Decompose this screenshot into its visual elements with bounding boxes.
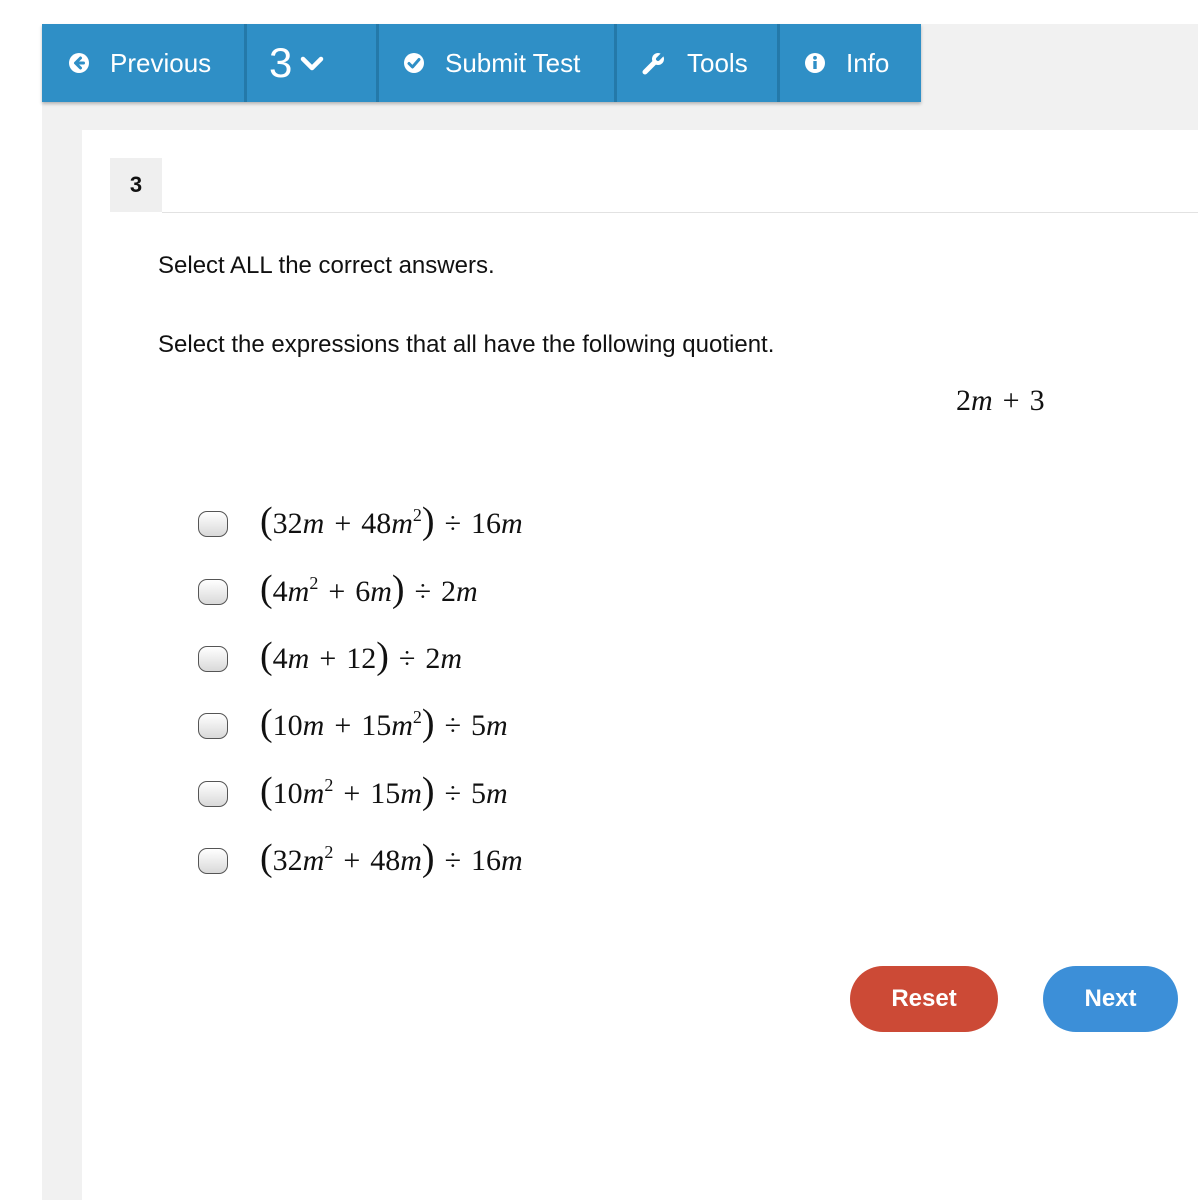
previous-button[interactable] [42, 24, 247, 102]
wrench-icon [641, 50, 667, 76]
info-circle-icon [804, 52, 826, 74]
submit-test-button[interactable] [379, 24, 617, 102]
answer-choice[interactable] [198, 770, 508, 814]
checkbox[interactable] [198, 781, 228, 807]
choice-expression: $(10m + 15m^2) \div 5m$ [260, 702, 508, 744]
answer-choice[interactable] [198, 837, 523, 881]
target-quotient: 2m + 3 [956, 384, 1045, 417]
previous-label: Previous [110, 47, 212, 78]
choice-expression: $(32m + 48m^2) \div 16m$ [260, 500, 523, 542]
checkbox[interactable] [198, 646, 228, 672]
checkbox[interactable] [198, 511, 228, 537]
choice-expression: $(32m^2 + 48m) \div 16m$ [260, 837, 523, 879]
answer-choice[interactable] [198, 568, 478, 612]
answer-choice[interactable] [198, 500, 523, 544]
answer-choice[interactable] [198, 702, 508, 746]
choice-expression: $(10m^2 + 15m) \div 5m$ [260, 770, 508, 812]
header-divider [162, 212, 1198, 213]
info-button[interactable] [780, 24, 921, 102]
answer-choice[interactable] [198, 635, 463, 679]
checkbox[interactable] [198, 848, 228, 874]
checkbox[interactable] [198, 713, 228, 739]
info-label: Info [846, 47, 890, 78]
next-button[interactable]: Next [1043, 966, 1178, 1032]
chevron-down-icon [300, 54, 324, 72]
question-select-number: 3 [269, 39, 293, 86]
tools-label: Tools [687, 47, 748, 78]
question-number-badge: 3 [110, 158, 162, 212]
reset-button[interactable]: Reset [850, 966, 998, 1032]
left-gutter [42, 104, 82, 1200]
question-prompt: Select the expressions that all have the following quotient. [158, 331, 775, 358]
choice-expression: (4m + 12) ÷ 2m [260, 635, 463, 677]
arrow-left-circle-icon [68, 52, 90, 74]
test-toolbar [42, 24, 921, 102]
instruction-text: Select ALL the correct answers. [158, 252, 495, 279]
submit-test-label: Submit Test [445, 47, 581, 78]
choice-expression: $(4m^2 + 6m) \div 2m$ [260, 568, 478, 610]
checkbox[interactable] [198, 579, 228, 605]
check-circle-icon [403, 52, 425, 74]
tools-button[interactable] [617, 24, 780, 102]
question-select-button[interactable] [244, 24, 379, 102]
